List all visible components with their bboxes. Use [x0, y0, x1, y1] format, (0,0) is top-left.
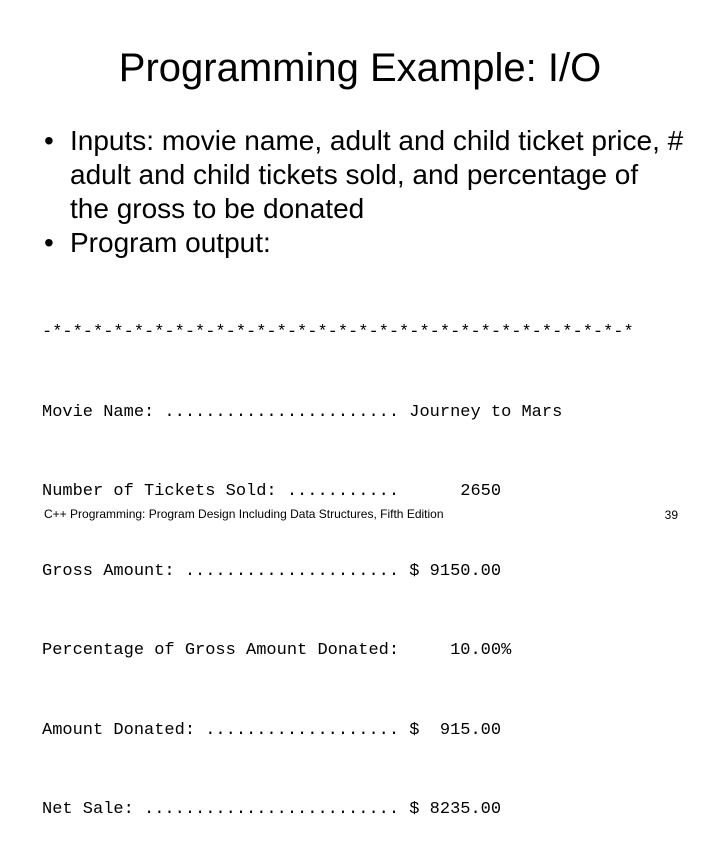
bullet-list — [44, 124, 684, 260]
output-net-sale-line: Net Sale: ......................... $ 8235.00 — [42, 800, 502, 819]
page-number: 39 — [664, 508, 678, 522]
output-movie-name-line: Movie Name: ....................... Journey to Mars — [42, 402, 563, 422]
output-separator-line: -*-*-*-*-*-*-*-*-*-*-*-*-*-*-*-*-*-*-*-*-*-*-*-*-*-*-*-*-* — [42, 323, 634, 342]
output-percentage-donated-line: Percentage of Gross Amount Donated: 10.00% — [42, 641, 512, 660]
output-tickets-sold-line: Number of Tickets Sold: ........... 2650 — [42, 482, 502, 501]
bullet-inputs: • Inputs: movie name, adult and child ticket price, # adult and child tickets sold, and percentage of the gross to be donated — [44, 124, 684, 226]
output-gross-amount-line: Gross Amount: ..................... $ 9150.00 — [42, 561, 502, 581]
output-amount-donated-line: Amount Donated: ................... $ 915.00 — [42, 720, 502, 740]
slide-title: Programming Example: I/O — [118, 46, 602, 90]
slide-footer: C++ Programming: Program Design Including Data Structures, Fifth Edition — [44, 507, 444, 521]
bullet-program-output: • Program output: — [44, 226, 684, 260]
program-output-block — [42, 267, 634, 850]
